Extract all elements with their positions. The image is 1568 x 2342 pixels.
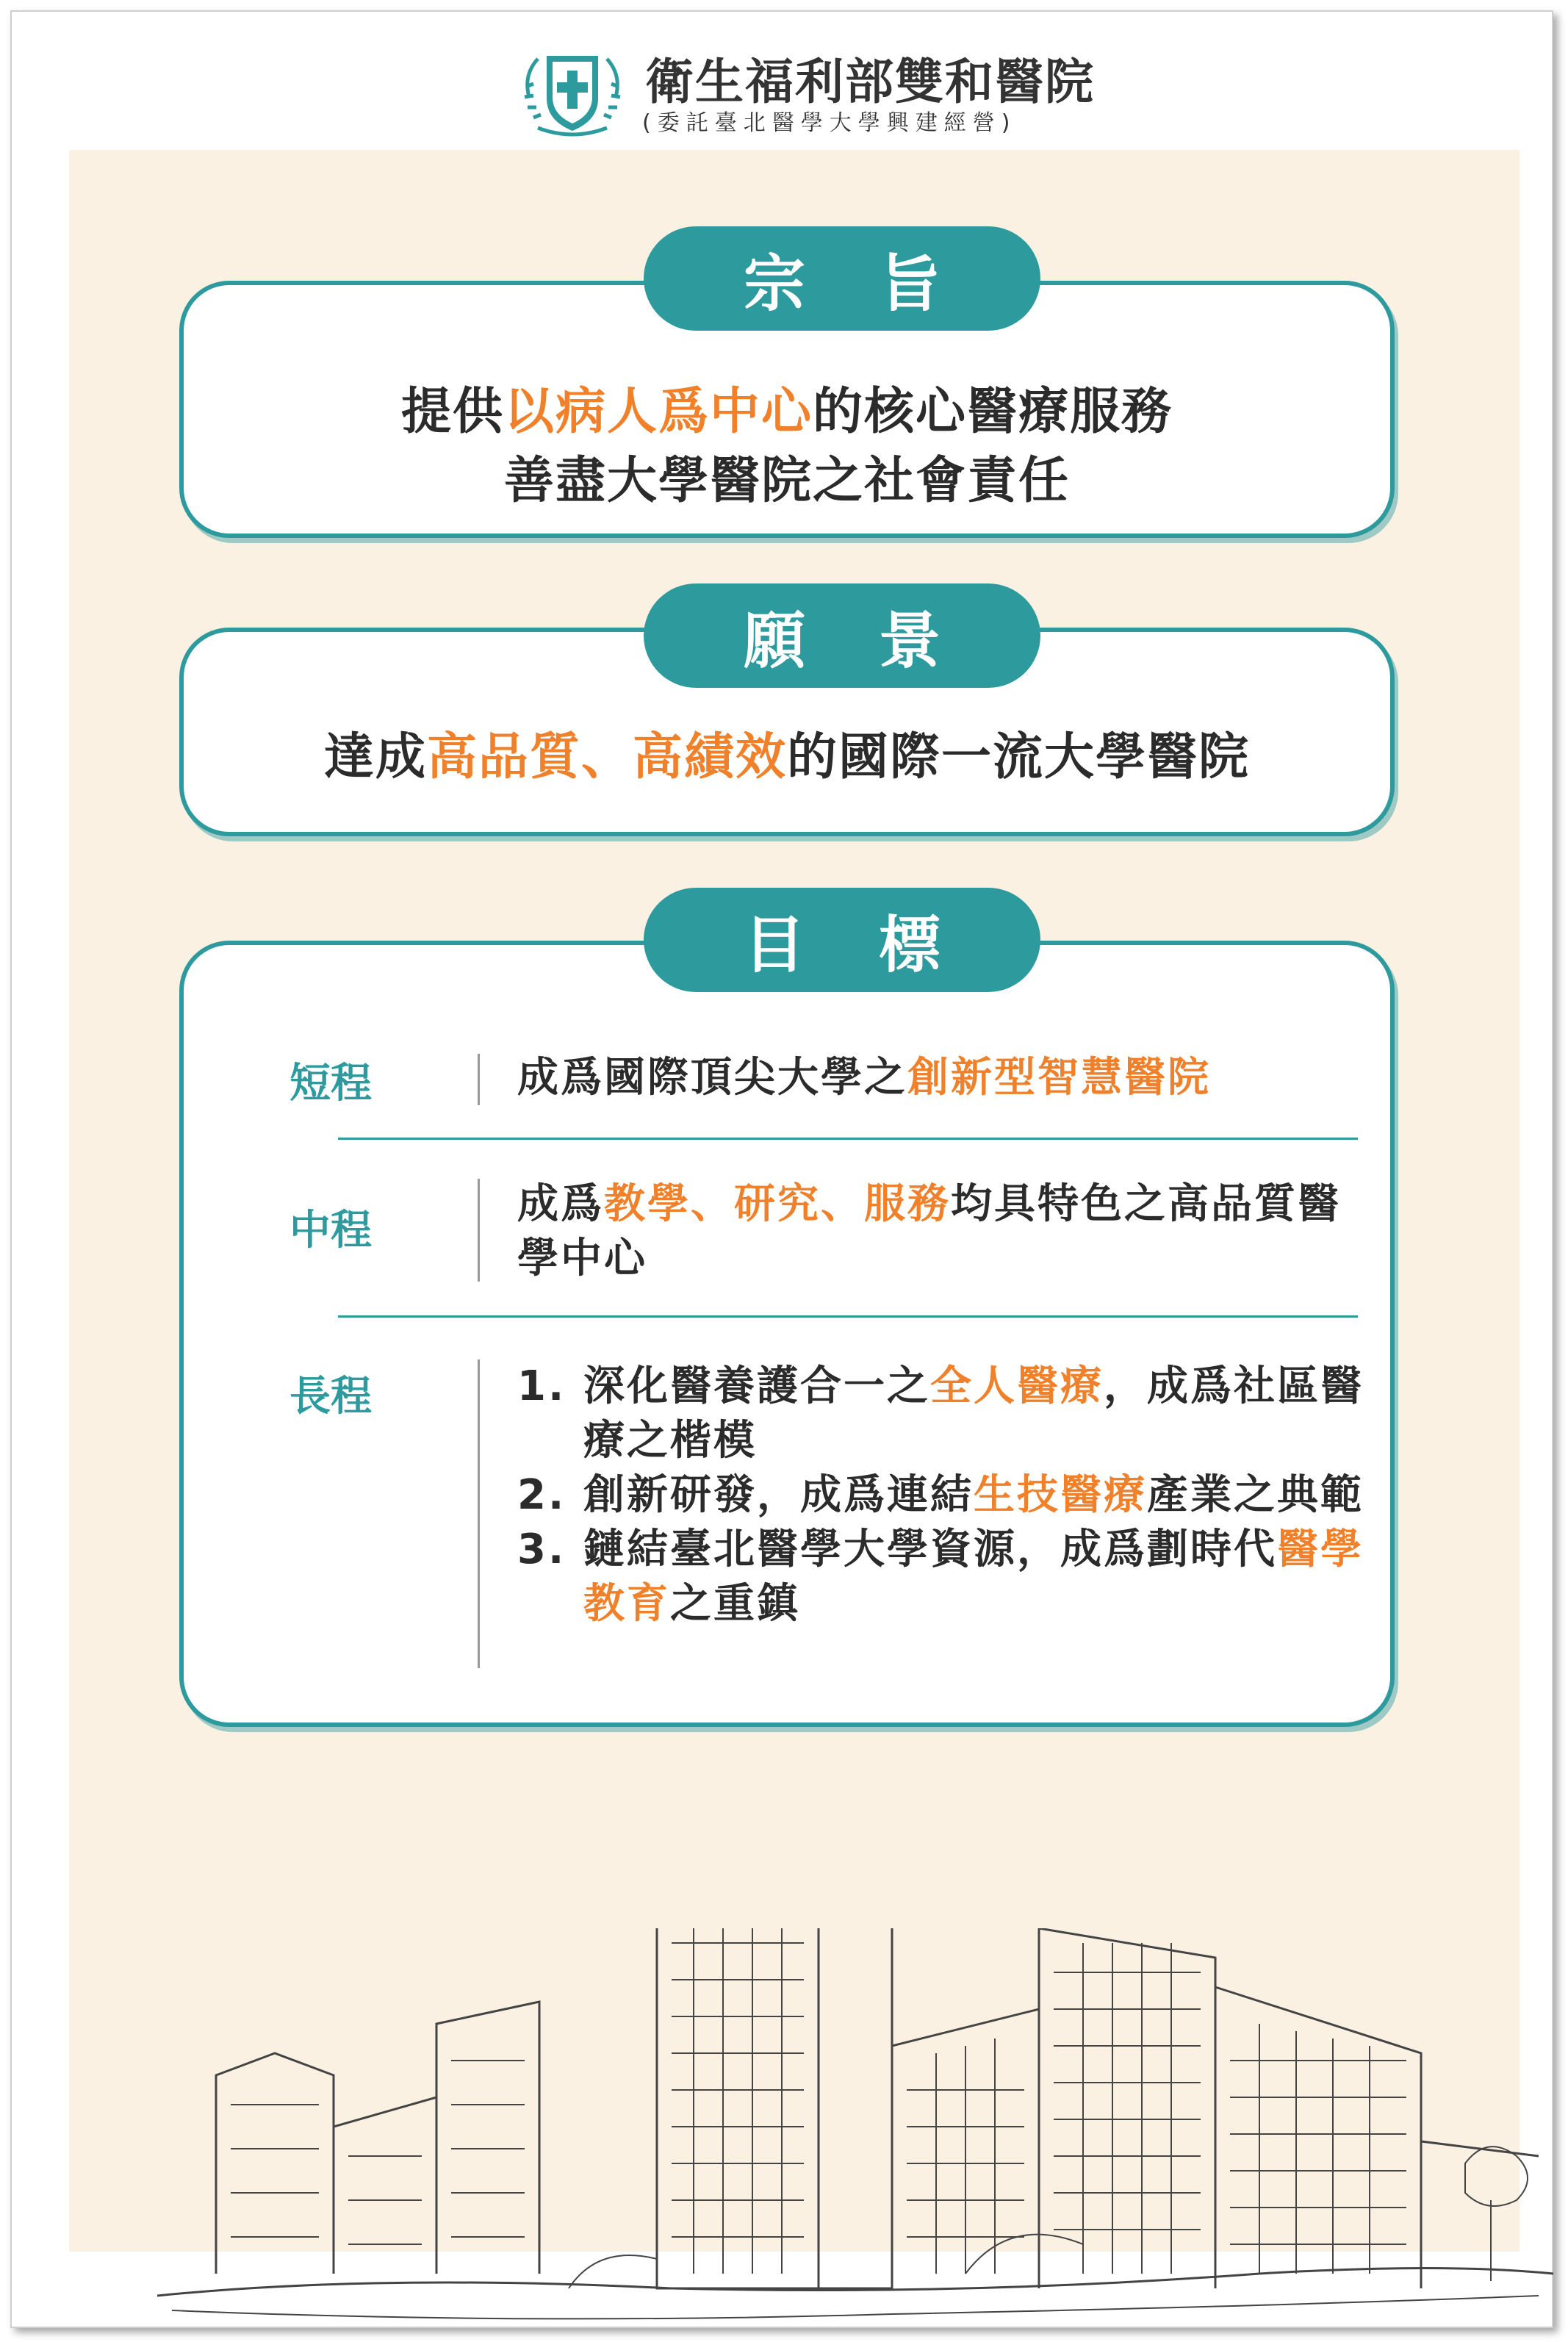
goal-long-item-1: 1. 深化醫養護合一之全人醫療，成爲社區醫療之楷模 xyxy=(517,1362,1364,1465)
mission-title-pill: 宗 旨 xyxy=(644,226,1040,331)
goals-title-pill: 目 標 xyxy=(644,888,1040,992)
goal-mid-label: 中程 xyxy=(289,1207,372,1254)
vision-line: 達成高品質、高績效的國際一流大學醫院 xyxy=(323,728,1251,786)
goal-short-text: 成爲國際頂尖大學之創新型智慧醫院 xyxy=(517,1054,1211,1102)
goal-separator-1 xyxy=(338,1138,1358,1140)
hospital-name: 衛生福利部雙和醫院 xyxy=(645,54,1095,110)
goal-long-list xyxy=(517,1359,1370,1631)
goal-long-item-2: 2. 創新研發，成爲連結生技醫療產業之典範 xyxy=(517,1471,1364,1519)
goal-long-divider xyxy=(478,1359,480,1668)
vision-title-pill: 願 景 xyxy=(644,583,1040,688)
hospital-subtitle: (委託臺北醫學大學興建經營) xyxy=(642,110,1017,136)
goal-mid-text: 成爲教學、研究、服務均具特色之高品質醫學中心 xyxy=(517,1180,1341,1282)
mission-line-2: 善盡大學醫院之社會責任 xyxy=(503,452,1070,510)
goal-short-divider xyxy=(478,1054,480,1105)
goal-long-item-3: 3. 鏈結臺北醫學大學資源，成爲劃時代醫學教育之重鎮 xyxy=(517,1526,1364,1628)
document-page xyxy=(10,10,1553,2328)
goal-long-label: 長程 xyxy=(289,1373,372,1420)
goal-mid-divider xyxy=(478,1179,480,1282)
hospital-building-sketch xyxy=(157,1928,1553,2340)
content-panel xyxy=(69,150,1520,2252)
mission-line-1: 提供以病人爲中心的核心醫療服務 xyxy=(400,383,1173,441)
goal-short-label: 短程 xyxy=(289,1060,372,1107)
goal-separator-2 xyxy=(338,1315,1358,1318)
hospital-logo-icon xyxy=(516,46,629,140)
